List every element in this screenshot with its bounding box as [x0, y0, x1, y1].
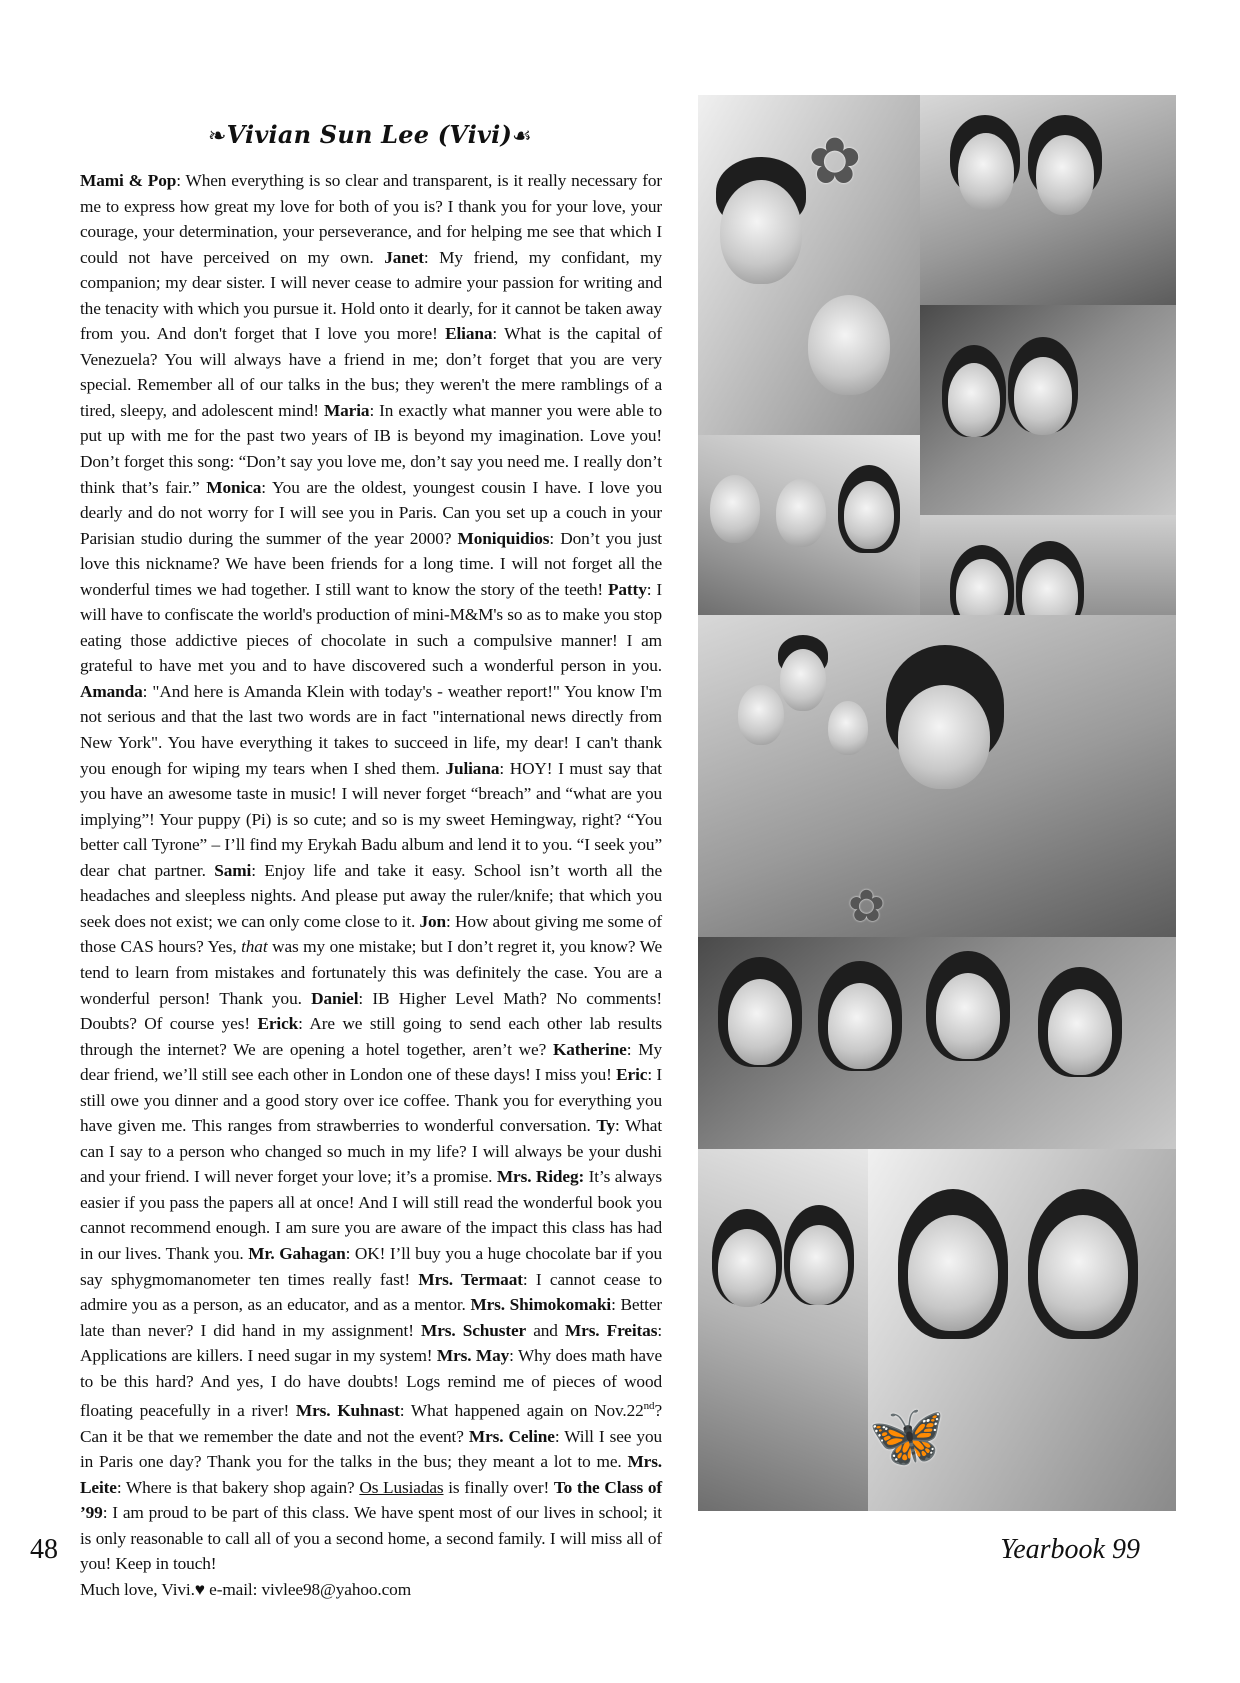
message-text: : Are we still going to send each other lab results through the internet? We are opening a hotel together, aren’t we? [80, 1014, 662, 1059]
addressee-name: Katherine [552, 1039, 627, 1059]
photo-two-girls-building [920, 305, 1176, 515]
message-text: : When everything is so clear and transparent, is it really necessary for me to express how great my love for both of you is? I thank you for your love, your courage, your determination, your perseverance, and for helping me see that which I could not have perceived on my own. [80, 171, 662, 267]
photo-two-girls-smiling [868, 1149, 1176, 1511]
addressee-name: Mrs. Schuster [421, 1320, 527, 1340]
addressee-name: Daniel [311, 988, 359, 1008]
message-text: : Don’t you just love this nickname? We have been friends for a long time. I will not forget all the wonderful times we had together. I still want to know the story of the teeth! [80, 528, 662, 599]
underlined-text: Os Lusiadas [359, 1477, 444, 1497]
addressee-name: Ty [596, 1116, 616, 1136]
addressee-name: Monica [206, 477, 262, 497]
message-text: : How about giving me some of those CAS hours? Yes, [80, 911, 662, 957]
right-ornament-icon: ☙ [512, 124, 532, 149]
message-text: : My dear friend, we’ll still see each other in London one of these days! I miss you! [80, 1039, 662, 1085]
message-text: : Enjoy life and take it easy. School isn’t worth all the headaches and sleepless nights. And please put away the ruler/knife; that which you seek does not exist; we can only come close to it. [80, 860, 663, 931]
photo-two-girls-bottom-left [698, 1149, 868, 1511]
addressee-name: Eric [616, 1065, 648, 1085]
message-text: : I still owe you dinner and a good story over ice coffee. Thank you for everything you have given me. This ranges from strawberries to wonderful conversation. [80, 1065, 662, 1136]
message-text: : What is the capital of Venezuela? You will always have a friend in me; don’t forget that you are very special. Remember all of our talks in the bus; they weren't the mere ramblings of a tired, sleepy, and adolescent mind! [80, 324, 662, 420]
flower-sticker-icon: ✿ [848, 881, 885, 932]
message-text: : Will I see you in Paris one day? Thank you for the talks in the bus; they meant a lot to me. [80, 1426, 662, 1472]
left-ornament-icon: ❧ [208, 124, 227, 149]
addressee-name: Mami & Pop [80, 171, 177, 190]
page-title [72, 120, 668, 149]
addressee-name: Sami [214, 860, 252, 880]
message-text: : "And here is Amanda Klein with today's - weather report!" You know I'm not serious and that the last two words are in fact "international news directly from New York". You have everything it takes to succeed in life, my dear! I can't thank you enough for wiping my tears when I shed them. [80, 681, 662, 778]
addressee-name: Mrs. Celine [468, 1426, 555, 1446]
message-text: : Why does math have to be this hard? And yes, I do have doubts! Logs remind me of pieces of wood floating peacefully in a river! [80, 1346, 662, 1421]
addressee-name: Juliana [445, 758, 500, 778]
addressee-name: Mrs. Termaat [418, 1269, 523, 1289]
message-text: : In exactly what manner you were able to put up with me for the past two years of IB is beyond my imagination. Love you! Don’t forget this song: “Don’t say you love me, don’t say you need me. I really don’t think that’s fair.” [80, 400, 662, 497]
message-text: : Applications are killers. I need sugar in my system! [80, 1320, 662, 1366]
addressee-name: Moniquidios [457, 528, 550, 548]
message-text: : OK! I’ll buy you a huge chocolate bar if you say sphygmomanometer ten times really fast! [80, 1243, 662, 1289]
butterfly-sticker-icon: 🦋 [868, 1399, 946, 1472]
addressee-name: To the Class of ’99 [80, 1477, 662, 1523]
addressee-name: Mrs. Freitas [564, 1320, 658, 1340]
addressee-name: Mrs. Kuhnast [295, 1401, 400, 1421]
superscript-text: nd [643, 1400, 655, 1413]
message-text: : What can I say to a person who changed so much in my life? I will always be your dushi and your friend. I will never forget your love; it’s a promise. [80, 1116, 662, 1187]
addressee-name: Mrs. Leite [80, 1452, 662, 1497]
photo-man-with-baby [698, 95, 920, 435]
student-name: Vivian Sun Lee (Vivi) [226, 120, 513, 149]
message-text: : I am proud to be part of this class. We have spent most of our lives in school; it is only reasonable to call all of you a second home, a second family. I will miss all of you! Keep in touch! [80, 1503, 662, 1574]
photo-four-girls [698, 937, 1176, 1149]
message-text: : I will have to confiscate the world's production of mini-M&M's so as to make you stop eating those addictive pieces of chocolate in such a compulsive manner! I am grateful to have met you and to have discovered such a wonderful person in you. [80, 579, 662, 676]
message-text: : HOY! I must say that you have an awesome taste in music! I will never forget “breach” and “what are you implying”! Your puppy (Pi) is so cute; and so is my sweet Hemingway, right? “You better call Tyrone” – I’ll find my Erykah Badu album and lend it to you. “I seek you” dear chat partner. [80, 758, 662, 880]
message-text: : What happened again on Nov.22 [399, 1401, 644, 1421]
message-text: Much love, Vivi.♥ e-mail: vivlee98@yahoo.com [80, 1579, 412, 1599]
addressee-name: Patty [607, 579, 647, 599]
addressee-name: Mrs. May [436, 1346, 510, 1366]
message-text: It’s always easier if you pass the papers all at once! And I will still read the wonderful book you cannot recommend enough. I am sure you are aware of the impact this class has had in our lives. Thank you. [80, 1167, 662, 1263]
page-number: 48 [30, 1534, 58, 1565]
message-text: : Where is that bakery shop again? [116, 1477, 360, 1497]
running-title: Yearbook 99 [1000, 1534, 1140, 1565]
message-text: ? Can it be that we remember the date and not the event? [80, 1401, 662, 1446]
addressee-name: Mr. Gahagan [248, 1243, 346, 1263]
addressee-name: Jon [419, 911, 447, 931]
addressee-name: Mrs. Shimokomaki [470, 1295, 612, 1315]
addressee-name: Mrs. Rideg: [496, 1167, 585, 1187]
addressee-name: Erick [257, 1014, 299, 1034]
addressee-name: Janet [384, 247, 424, 267]
dedication-text [80, 168, 662, 1602]
message-text: : I cannot cease to admire you as a person, as an educator, and as a mentor. [80, 1269, 662, 1315]
piglet-sticker-icon: ✿ [808, 125, 862, 199]
message-text: : IB Higher Level Math? No comments! Doubts? Of course yes! [80, 988, 662, 1034]
addressee-name: Amanda [80, 681, 143, 701]
photo-two-friends-top [920, 95, 1176, 305]
photo-collage [698, 95, 1176, 1511]
message-text: and [526, 1320, 565, 1340]
addressee-name: Maria [323, 400, 370, 420]
italic-text: that [241, 937, 268, 957]
message-text: : Better late than never? I did hand in my assignment! [80, 1295, 663, 1340]
photo-group-and-child [698, 615, 1176, 937]
message-text: was my one mistake; but I don’t regret it, you know? We tend to learn from mistakes and fortunately this was definitely the case. You are a wonderful person! Thank you. [80, 937, 662, 1008]
addressee-name: Eliana [445, 324, 493, 344]
photo-three-girls [698, 435, 920, 615]
message-text: is finally over! [443, 1477, 554, 1497]
message-text: : My friend, my confidant, my companion; my dear sister. I will never cease to admire your passion for writing and the tenacity with which you pursue it. Hold onto it dearly, for it cannot be taken away from you. And don't forget that I love you more! [80, 247, 662, 344]
message-text: : You are the oldest, youngest cousin I have. I love you dearly and do not worry for I will see you in Paris. Can you set up a couch in your Parisian studio during the summer of the year 2000? [80, 477, 662, 548]
